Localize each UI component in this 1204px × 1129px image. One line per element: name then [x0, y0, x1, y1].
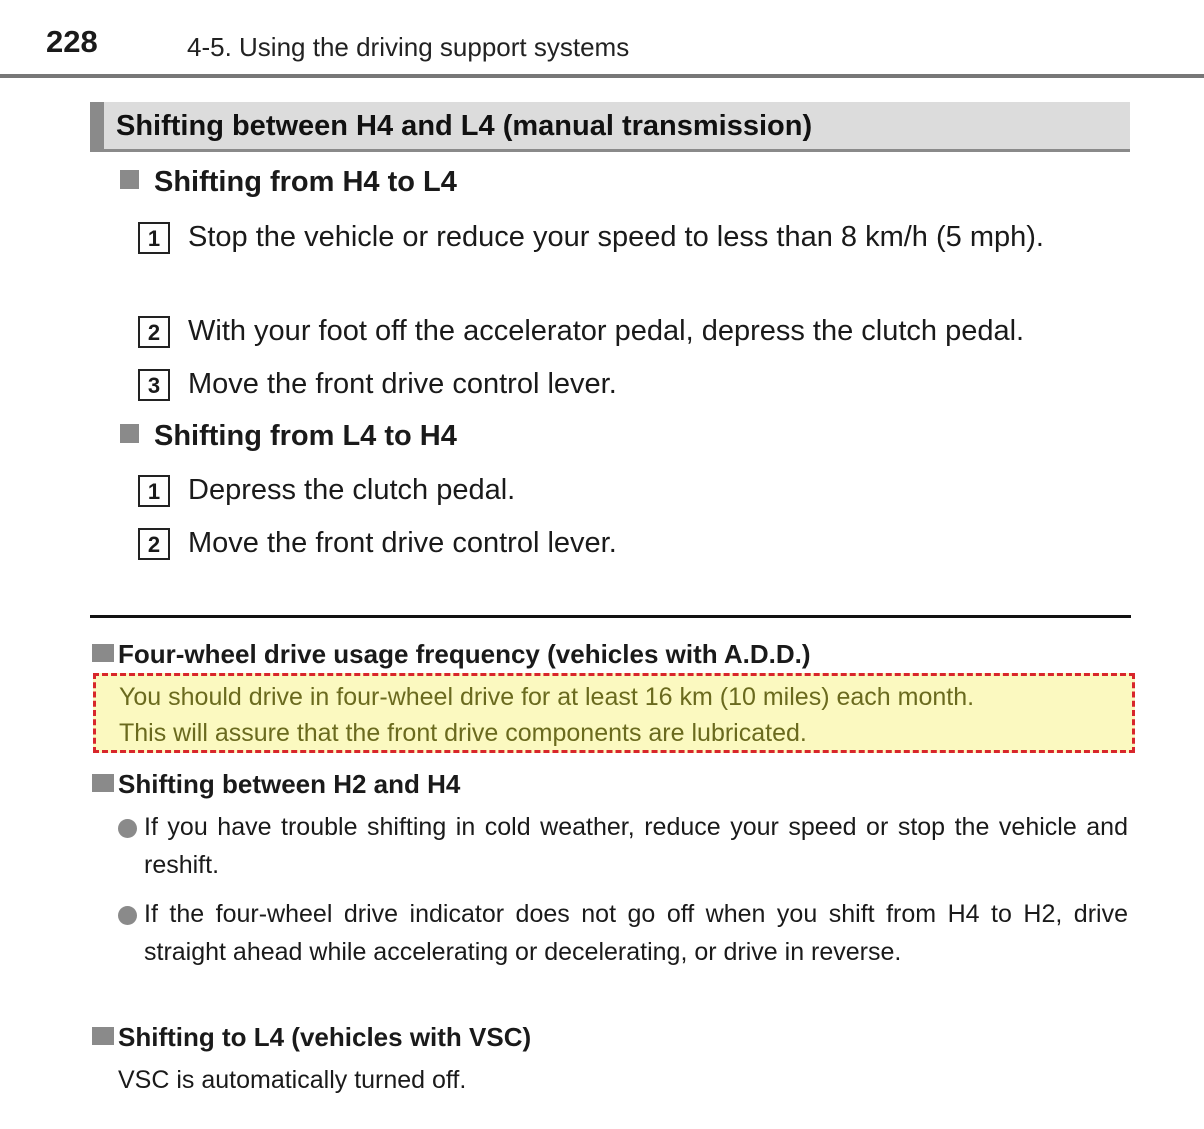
note-heading-h2-h4 — [92, 769, 460, 800]
step-item — [138, 216, 1123, 259]
subheading-l4-to-h4 — [120, 420, 457, 453]
vsc-note-text: VSC is automatically turned off. — [118, 1066, 467, 1094]
section-title-bar — [90, 102, 1130, 152]
section-path: 4-5. Using the driving support systems — [187, 32, 630, 62]
step-item — [138, 310, 1123, 353]
note-heading-text: Shifting between H2 and H4 — [118, 769, 461, 799]
step-item — [138, 522, 1123, 565]
bullet-item — [118, 895, 1128, 971]
square-bullet-icon — [120, 170, 139, 189]
step-item — [138, 469, 1123, 512]
step-text: With your foot off the accelerator pedal, depress the clutch pedal. — [188, 315, 1025, 347]
step-text: Stop the vehicle or reduce your speed to less than 8 km/h (5 mph). — [188, 221, 1044, 253]
highlight-line: This will assure that the front drive components are lubricated. — [119, 719, 807, 747]
step-number-box: 2 — [138, 528, 170, 560]
subheading-text: Shifting from H4 to L4 — [154, 166, 457, 198]
page-number: 228 — [46, 24, 98, 59]
square-bullet-icon — [92, 644, 114, 662]
step-number-box: 1 — [138, 475, 170, 507]
step-number-box: 1 — [138, 222, 170, 254]
note-heading-usage-frequency — [92, 639, 811, 670]
step-text: Move the front drive control lever. — [188, 527, 617, 559]
highlighted-note — [93, 673, 1135, 753]
step-text: Depress the clutch pedal. — [188, 474, 516, 506]
bullet-item — [118, 808, 1128, 884]
step-number-box: 3 — [138, 369, 170, 401]
step-text: Move the front drive control lever. — [188, 368, 617, 400]
note-heading-text: Four-wheel drive usage frequency (vehicles with A.D.D.) — [118, 639, 811, 669]
step-number-box: 2 — [138, 316, 170, 348]
note-heading-l4-vsc — [92, 1022, 531, 1053]
subheading-h4-to-l4 — [120, 166, 457, 199]
circle-bullet-icon — [118, 906, 137, 925]
highlight-line: You should drive in four-wheel drive for at least 16 km (10 miles) each month. — [119, 683, 975, 711]
step-item — [138, 363, 1123, 406]
note-heading-text: Shifting to L4 (vehicles with VSC) — [118, 1022, 532, 1052]
bullet-text: If you have trouble shifting in cold weather, reduce your speed or stop the vehicle and reshift. — [144, 813, 1128, 879]
subheading-text: Shifting from L4 to H4 — [154, 420, 457, 452]
square-bullet-icon — [92, 1027, 114, 1045]
square-bullet-icon — [92, 774, 114, 792]
header-rule — [0, 74, 1204, 78]
circle-bullet-icon — [118, 819, 137, 838]
bullet-text: If the four-wheel drive indicator does not go off when you shift from H4 to H2, drive straight ahead while accelerating or decelerating, or drive in reverse. — [144, 900, 1128, 966]
section-divider — [90, 615, 1131, 618]
section-title: Shifting between H4 and L4 (manual transmission) — [116, 110, 813, 142]
square-bullet-icon — [120, 424, 139, 443]
